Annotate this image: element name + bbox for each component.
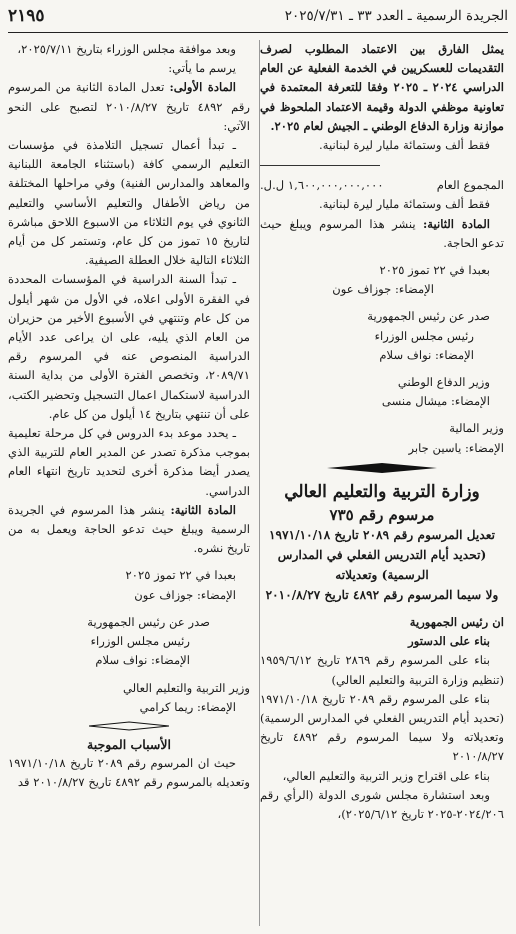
- divider-ornament: [89, 721, 169, 731]
- page-number: ٢١٩٥: [8, 6, 45, 26]
- education-minister-signature: الإمضاء: ريما كرامي: [139, 699, 236, 714]
- signing-date: بعبدا في ٢٢ تموز ٢٠٢٥: [379, 263, 490, 278]
- pm-title: رئيس مجلس الوزراء: [374, 328, 474, 343]
- spacer: [260, 253, 504, 261]
- based-on-2: بناء على المرسوم رقم ٢٠٨٩ تاريخ ١٩٧١/١٠/١٨ (تحديد أيام التدريس الفعلي في المدارس الرسمية) وتعديلاته ولا سيما المرسوم رقم ٤٨٩٢ تاريخ ٢٠١٠/٨/٢٧: [260, 691, 504, 764]
- signing-date: بعبدا في ٢٢ تموز ٢٠٢٥: [125, 568, 236, 583]
- article-one-item-2: ـ تبدأ السنة الدراسية في المؤسسات المحددة في الفقرة الأولى اعلاه، في الأول من شهر أيلول من كل عام وتنتهي في الأسبوع الأخير من حزيران من العام الذي يليه، على ان يراعى عدد الأيام الدراسية المنصوص عنه في المرسوم رقم ٢٠٨٩/٧١، وتخصص الفترة الأولى من بداية السنة الدراسية لاستكمال اعمال التسجيل وتحضير الكتب، على أن تنتهي بتاريخ ١٤ أيلول من كل عام.: [8, 272, 250, 421]
- decree-title-line2: (تحديد أيام التدريس الفعلي في المدارس الرسمية) وتعديلاته: [277, 548, 487, 583]
- decree-number: مرسوم رقم ٧٣٥: [329, 505, 435, 524]
- article-two: [8, 501, 250, 559]
- spacer: [8, 605, 250, 613]
- article-one: [8, 78, 250, 136]
- ministry-heading: وزارة التربية والتعليم العالي: [284, 481, 480, 502]
- article-two-text: ينشر هذا المرسوم في الجريدة الرسمية ويبلغ حيث تدعو الحاجة ويعمل به من تاريخ نشره.: [8, 502, 250, 556]
- right-column: [260, 40, 504, 934]
- amount-in-words: فقط ألف وستمائة مليار ليرة لبنانية.: [319, 138, 490, 153]
- pm-signature: الإمضاء: نواف سلام: [95, 653, 190, 668]
- total-row: [260, 176, 504, 195]
- defense-minister-title: وزير الدفاع الوطني: [397, 375, 490, 390]
- finance-minister-title: وزير المالية: [449, 421, 504, 436]
- reasons-text: حيث ان المرسوم رقم ٢٠٨٩ تاريخ ١٩٧١/١٠/١٨ وتعديله بالمرسوم رقم ٤٨٩٢ تاريخ ٢٠١٠/٨/٢٧ قد: [8, 756, 250, 790]
- cabinet-approval: وبعد موافقة مجلس الوزراء بتاريخ ٢٠٢٥/٧/١١،: [17, 42, 236, 56]
- header-rule: [8, 32, 508, 33]
- decrees-following: يرسم ما يأتي:: [168, 61, 236, 76]
- total-value: ١,٦٠٠,٠٠٠,٠٠٠,٠٠٠ ل.ل.: [260, 178, 384, 193]
- president-signature: الإمضاء: جوزاف عون: [332, 282, 434, 297]
- spacer: [8, 671, 250, 679]
- spacer: [260, 411, 504, 419]
- budget-note: يمثل الفارق بين الاعتماد المطلوب لصرف التقديمات للعسكريين في الخدمة الفعلية عن العام الدراسي ٢٠٢٤ ـ ٢٠٢٥ وفقا للتعرفة المعتمدة في تعاونية موظفي الدولة وقيمة الاعتماد الملحوظ في موازنة وزارة الدفاع الوطني ـ الجيش لعام ٢٠٢٥.: [260, 42, 504, 133]
- article-two-text: ينشر هذا المرسوم ويبلغ حيث تدعو الحاجة.: [260, 216, 504, 250]
- reasons-heading: الأسباب الموجبة: [87, 736, 171, 752]
- total-in-words: فقط ألف وستمائة مليار ليرة لبنانية.: [319, 197, 490, 212]
- spacer: [260, 365, 504, 373]
- pm-title: رئيس مجلس الوزراء: [90, 634, 190, 649]
- based-on-3: بناء على اقتراح وزير التربية والتعليم العالي،: [282, 768, 490, 783]
- spacer: [8, 558, 250, 566]
- defense-minister-signature: الإمضاء: ميشال منسى: [381, 394, 490, 409]
- article-one-label: المادة الأولى:: [169, 80, 236, 95]
- issued-by: صدر عن رئيس الجمهورية: [367, 309, 490, 324]
- president-signature: الإمضاء: جوزاف عون: [134, 587, 236, 602]
- issued-by: صدر عن رئيس الجمهورية: [87, 614, 210, 629]
- finance-minister-signature: الإمضاء: ياسين جابر: [408, 440, 504, 455]
- total-label: المجموع العام: [436, 178, 504, 193]
- based-on-1: بناء على المرسوم رقم ٢٨٦٩ تاريخ ١٩٥٩/٦/١٢ (تنظيم وزارة التربية والتعليم العالي): [260, 653, 504, 687]
- article-one-item-1: ـ تبدأ أعمال تسجيل التلامذة في مؤسسات التعليم الرسمي كافة (باستثناء الجامعة اللبنانية والمعاهد والمدارس الفنية) وفي مراحلها المختلفة من رياض الأطفال والتعليم الأساسي والتعليم الثانوي في يوم الثلاثاء من الاسبوع اللاحق مباشرة لتاريخ ١٥ تموز من كل عام، وتستمر كل من أيام الثلاثاء التالية خلال العطلة الصيفية.: [8, 138, 251, 268]
- decree-title-line3: ولا سيما المرسوم رقم ٤٨٩٢ تاريخ ٢٠١٠/٨/٢٧: [265, 588, 499, 603]
- president-heading: ان رئيس الجمهورية: [409, 615, 504, 630]
- spacer: [260, 605, 504, 613]
- total-divider: [260, 165, 380, 166]
- spacer: [260, 299, 504, 307]
- divider-ornament: [327, 462, 437, 474]
- pm-signature: الإمضاء: نواف سلام: [379, 347, 474, 362]
- article-two-label: المادة الثانية:: [170, 502, 236, 517]
- gazette-title: الجريدة الرسمية ـ العدد ٣٣ ـ ٢٠٢٥/٧/٣١: [284, 8, 508, 24]
- article-one-text: تعدل المادة الثانية من المرسوم رقم ٤٨٩٢ تاريخ ٢٠١٠/٨/٢٧ لتصبح على النحو الآتي:: [8, 80, 250, 133]
- article-two-label: المادة الثانية:: [423, 216, 490, 231]
- decree-title-line1: تعديل المرسوم رقم ٢٠٨٩ تاريخ ١٩٧١/١٠/١٨: [269, 528, 495, 543]
- constitution-line: بناء على الدستور: [408, 634, 490, 649]
- article-two: [260, 215, 504, 253]
- left-column: [8, 40, 250, 934]
- page-header: [8, 6, 508, 32]
- article-one-item-3: ـ يحدد موعد بدء الدروس في كل مرحلة تعليمية بموجب مذكرة تصدر عن المدير العام للتربية الذي يصدر أيضا مذكرة أخرى لتحديد تاريخ انتهاء العام الدراسي.: [8, 426, 250, 498]
- based-on-4: وبعد استشارة مجلس شورى الدولة (الرأي رقم ٢٠٢٤/٢٠٦-٢٠٢٥ تاريخ ٢٠٢٥/٦/١٢)،: [260, 787, 504, 822]
- education-minister-title: وزير التربية والتعليم العالي: [122, 680, 250, 695]
